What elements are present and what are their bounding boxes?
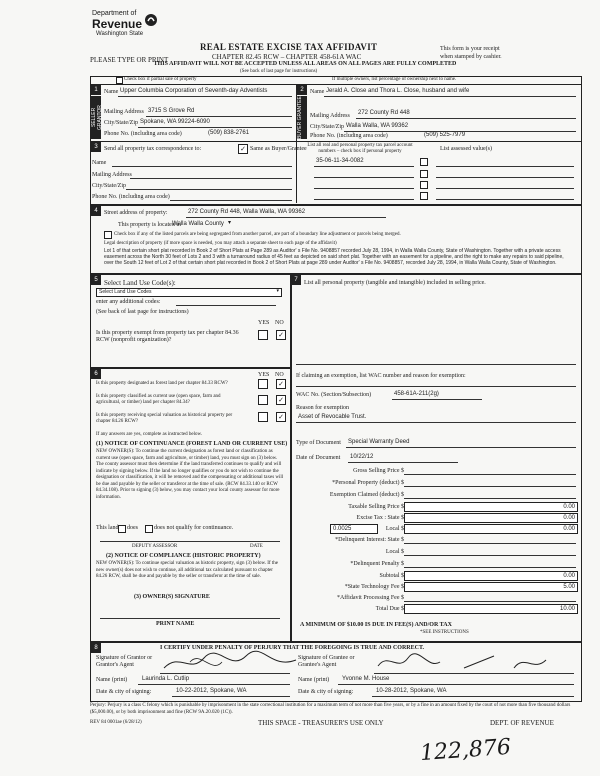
subtotal-value[interactable]: 0.00 [404, 571, 578, 581]
section-4-number: 4 [91, 206, 101, 216]
dept-of-revenue: DEPT. OF REVENUE [490, 719, 554, 727]
section-2-number: 2 [297, 85, 307, 95]
seller-name-label: Name [104, 89, 119, 95]
additional-codes-label: enter any additional codes: [96, 299, 161, 305]
forest-no-checkbox[interactable]: ✓ [276, 379, 286, 389]
street-address[interactable]: 272 County Rd 448, Walla Walla, WA 99362 [188, 209, 306, 215]
section-7-number: 7 [291, 275, 301, 285]
this-land-label: This land [96, 525, 119, 531]
buyer-city[interactable]: Walla Walla, WA 99362 [346, 123, 409, 129]
notice2-title: (2) NOTICE OF COMPLIANCE (HISTORIC PROPERTY) [106, 553, 261, 559]
dept-line1: Department of [92, 10, 137, 17]
buyer-phone-label: Phone No. (including area code) [310, 133, 388, 139]
wac-label: WAC No. (Section/Subsection) [296, 392, 372, 398]
reason-label: Reason for exemption [296, 405, 349, 411]
current-use-no-checkbox[interactable]: ✓ [276, 395, 286, 405]
county-label: This property is located in [118, 222, 181, 228]
local-label: Local $ [385, 526, 404, 532]
buyer-address[interactable]: 272 County Rd 448 [358, 110, 410, 116]
gross-label: Gross Selling Price $ [353, 468, 404, 474]
grantor-name[interactable]: Laurinda L. Cutlip [142, 676, 190, 682]
grantor-name-label: Name (print) [96, 677, 128, 683]
form-warning: THIS AFFIDAVIT WILL NOT BE ACCEPTED UNLESS ALL AREAS ON ALL PAGES ARE FULLY COMPLETED [153, 61, 457, 67]
local-value[interactable]: 0.00 [404, 524, 578, 534]
same-as-buyer-label: Same as Buyer/Grantee [250, 146, 307, 152]
city-label-3: City/State/Zip [92, 183, 126, 189]
segregated-label: Check box if any of the listed parcels are being segregated from another parcel, are part of a boundary line adjustment or parcels being merged. [114, 232, 401, 237]
grantee-sig-label: Signature of Grantee or Grantee's Agent [298, 655, 355, 668]
parcel-checkbox-3[interactable] [420, 181, 428, 189]
same-as-buyer-checkbox[interactable]: ✓ [238, 144, 248, 154]
land-use-select[interactable]: Select Land Use Codes ▾ [96, 288, 282, 297]
seller-address[interactable]: 3715 S Grove Rd [148, 108, 195, 114]
legal-label: Legal description of property (if more space is needed, you may attach a separate sheet to each page of the affidavit) [104, 241, 337, 246]
phone-label-3: Phone No. (including area code) [92, 194, 170, 200]
grantor-signature[interactable] [160, 648, 300, 676]
excise-state-value[interactable]: 0.00 [404, 513, 578, 523]
notice2-text: NEW OWNER(S): To continue special valuation as historic property, sign (3) below. If the new owner(s) does not wish to continue, all additional tax calculated pursuant to chapter 84.26 RCW, shall be due and payable by the seller or transferor at the time of sale. [96, 561, 278, 579]
grantee-signature[interactable] [374, 650, 574, 674]
parcel-list-header: List all real and personal property tax parcel account numbers – check box if personal property [307, 143, 413, 154]
land-does-checkbox[interactable] [118, 525, 126, 533]
if-yes-note: If any answers are yes, complete as instructed below. [96, 432, 203, 437]
notice1-text: NEW OWNER(S): To continue the current designation as forest land or classification as current use (open space, farm and agriculture, or timber) land, you must sign on (3) below. The county assessor must then determine if the land transferred continues to qualify and will indicate by signing below. If the land no longer qualifies or you do not wish to continue the designation or classification, it will be removed and the compensating or additional taxes will be due and payable by the seller or transferor at the time of sale. (RCW 84.33.140 or RCW 84.34.108). Prior to signing (3) below, you may contact your local county assessor for more information. [96, 449, 284, 500]
section-3-number: 3 [91, 142, 101, 152]
buyer-name-label: Name [310, 89, 325, 95]
personal-deduct-label: *Personal Property (deduct) $ [332, 480, 404, 486]
parcel-checkbox-1[interactable] [420, 158, 428, 166]
historic-no-checkbox[interactable]: ✓ [276, 412, 286, 422]
delinq-state-label: *Delinquent Interest: State $ [335, 537, 404, 543]
buyer-phone[interactable]: (509) 525-7979 [424, 132, 466, 138]
taxable-value[interactable]: 0.00 [404, 502, 578, 512]
seller-phone-label: Phone No. (including area code) [104, 131, 182, 137]
county-value[interactable]: Walla Walla County [172, 221, 224, 227]
handwritten-number: 122,876 [419, 734, 512, 767]
current-use-question: Is this property classified as current use (open space, farm and agricultural, or timber) land per chapter 84.34? [96, 394, 221, 405]
section-8-number: 8 [91, 643, 101, 653]
land-does-not-checkbox[interactable] [145, 525, 153, 533]
date-label-6: DATE [250, 544, 263, 549]
buyer-city-label: City/State/Zip [310, 124, 344, 130]
segregated-checkbox[interactable] [104, 231, 112, 239]
seller-city-label: City/State/Zip [104, 120, 138, 126]
please-type: PLEASE TYPE OR PRINT [90, 56, 169, 64]
partial-sale-checkbox[interactable] [116, 77, 123, 84]
partial-sale-label: Check box if partial sale of property [124, 77, 197, 82]
sec6-no: NO [275, 372, 284, 378]
send-correspondence-label: Send all property tax correspondence to: [104, 146, 202, 152]
grantee-name[interactable]: Yvonne M. House [342, 676, 390, 682]
owner-signature-label: (3) OWNER(S) SIGNATURE [134, 594, 210, 600]
grantor-date-label: Date & city of signing: [96, 689, 152, 695]
forest-question: Is this property designated as forest land per chapter 84.33 RCW? [96, 381, 228, 386]
exempt-no-checkbox[interactable]: ✓ [276, 330, 286, 340]
doc-type-value[interactable]: Special Warranty Deed [348, 439, 410, 445]
doc-date-value[interactable]: 10/22/12 [350, 454, 374, 460]
dept-line3: Washington State [96, 31, 144, 37]
historic-question: Is this property receiving special valuation as historical property per chapter 84.26 RCW? [96, 413, 233, 424]
delinq-penalty-label: *Delinquent Penalty $ [350, 561, 404, 567]
street-address-label: Street address of property: [104, 210, 168, 216]
seller-name[interactable]: Upper Columbia Corporation of Seventh-day Adventists [120, 88, 268, 94]
perjury-statement: Perjury: Perjury is a class C felony which is punishable by imprisonment in the state correctional institution for a maximum term of not more than five years, or by a fine in an amount fixed by the court of not more than five thousand dollars ($5,000.00), or by both imprisonment and fine (RCW 9A.20.020 (1C)). [90, 703, 571, 715]
tech-fee-value[interactable]: 5.00 [404, 582, 578, 592]
current-use-yes-checkbox[interactable] [258, 395, 268, 405]
see-instructions: *SEE INSTRUCTIONS [420, 630, 469, 635]
chevron-down-icon: ▾ [276, 289, 279, 294]
reason-value[interactable]: Asset of Revocable Trust. [298, 414, 367, 420]
name-label-3: Name [92, 160, 107, 166]
legal-description[interactable]: Lot 1 of that certain short plat recorded in Book 2 of Short Plats at Page 289 as Auditor' s File No. 9408857 recorded July 28, 1994, in Walla Walla County, State of Washington. Together with a private access easement across the North 30 feet of Lots 2 and 3 with a turnaround radius of 45 feet as depicted on said short plat. Together with an easement for a pipeline, and the right to make any repairs to said pipeline, over the South 12 feet of Lot 2 of that certain short plat recorded in Book 2 of Short Plats at page 289 under Auditor' s File No. 9408857, recorded July 28, 1994, in Walla Walla County, State of Washington. [104, 248, 564, 266]
parcel-checkbox-2[interactable] [420, 170, 428, 178]
grantee-name-label: Name (print) [298, 677, 330, 683]
exempt-yes-checkbox[interactable] [258, 330, 268, 340]
deputy-assessor-label: DEPUTY ASSESSOR [132, 544, 178, 549]
form-title: REAL ESTATE EXCISE TAX AFFIDAVIT [200, 42, 378, 52]
buyer-name[interactable]: Jerald A. Close and Thora L. Close, husband and wife [326, 88, 470, 94]
sec5-no: NO [275, 320, 284, 326]
exempt-question: Is this property exempt from property tax per chapter 84.36 RCW (nonprofit organization)? [96, 330, 239, 343]
seller-city[interactable]: Spokane, WA 99224-6090 [140, 119, 210, 125]
sec6-yes: YES [258, 372, 270, 378]
rev-number: REV 84 0001ae (6/28/12) [90, 720, 142, 725]
multiple-owners-note: If multiple owners, list percentage of ownership next to name. [332, 77, 457, 82]
form-subtitle: CHAPTER 82.45 RCW – CHAPTER 458-61A WAC [212, 53, 362, 61]
historic-yes-checkbox[interactable] [258, 412, 268, 422]
grantee-date[interactable]: 10-28-2012, Spokane, WA [376, 688, 447, 694]
certify-statement: I CERTIFY UNDER PENALTY OF PERJURY THAT THE FOREGOING IS TRUE AND CORRECT. [160, 645, 425, 651]
dor-emblem-icon [144, 12, 158, 28]
parcel-checkbox-4[interactable] [420, 192, 428, 200]
taxable-label: Taxable Selling Price $ [348, 504, 404, 510]
exemption-claimed-label: Exemption Claimed (deduct) $ [329, 492, 404, 498]
local-rate[interactable]: 0.0025 [330, 524, 378, 534]
notice1-title: (1) NOTICE OF CONTINUANCE (FOREST LAND OR CURRENT USE) [96, 441, 288, 447]
does-not-label: does not qualify for continuance. [154, 525, 234, 531]
grantor-date[interactable]: 10-22-2012, Spokane, WA [176, 688, 247, 694]
dept-line2: Revenue [92, 17, 143, 31]
doc-date-label: Date of Document [296, 455, 341, 461]
excise-state-label: Excise Tax : State $ [356, 515, 404, 521]
personal-property-label: List all personal property (tangible and intangible) included in selling price. [304, 280, 486, 286]
forest-yes-checkbox[interactable] [258, 379, 268, 389]
section-1-number: 1 [91, 85, 101, 95]
tech-fee-label: *State Technology Fee $ [344, 584, 404, 590]
grantor-sig-label: Signature of Grantor or Grantor's Agent [96, 655, 153, 668]
parcel-number[interactable]: 35-06-11-34-0082 [316, 158, 364, 164]
buyer-address-label: Mailing Address [310, 113, 350, 119]
section-6-number: 6 [91, 369, 101, 379]
treasurer-use: THIS SPACE - TREASURER'S USE ONLY [258, 719, 384, 727]
see-back: (See back of last page for instructions) [240, 69, 318, 74]
mailing-label-3: Mailing Address [92, 172, 132, 178]
wac-value[interactable]: 458-61A-211(2g) [394, 391, 439, 397]
land-use-label: Select Land Use Code(s): [104, 279, 176, 287]
seller-address-label: Mailing Address [104, 109, 144, 115]
section-5-number: 5 [91, 275, 101, 285]
affidavit-fee-label: *Affidavit Processing Fee $ [336, 595, 404, 601]
doc-type-label: Type of Document [296, 440, 341, 446]
receipt-note2: when stamped by cashier. [440, 54, 502, 60]
buyer-side-label: BUYER GRANTEE [297, 96, 307, 139]
total-value[interactable]: 10.00 [404, 604, 578, 614]
delinq-local-label: Local $ [385, 549, 404, 555]
dor-logo [92, 10, 162, 54]
subtotal-label: Subtotal $ [379, 573, 404, 579]
minimum-note: A MINIMUM OF $10.00 IS DUE IN FEE(S) AND/OR TAX [300, 622, 452, 628]
sec5-yes: YES [258, 320, 270, 326]
print-name-label: PRINT NAME [156, 621, 195, 627]
exemption-intro: If claiming an exemption, list WAC number and reason for exemption: [296, 373, 466, 379]
assessed-header: List assessed value(s) [440, 146, 492, 152]
seller-phone[interactable]: (509) 838-2761 [208, 130, 250, 136]
seller-side-label: SELLER GRANTOR [91, 96, 101, 139]
land-use-see-back: (See back of last page for instructions) [96, 309, 189, 315]
grantee-date-label: Date & city of signing: [298, 689, 354, 695]
receipt-note: This form is your receipt [440, 46, 500, 52]
does-label: does [127, 525, 138, 531]
total-label: Total Due $ [375, 606, 404, 612]
